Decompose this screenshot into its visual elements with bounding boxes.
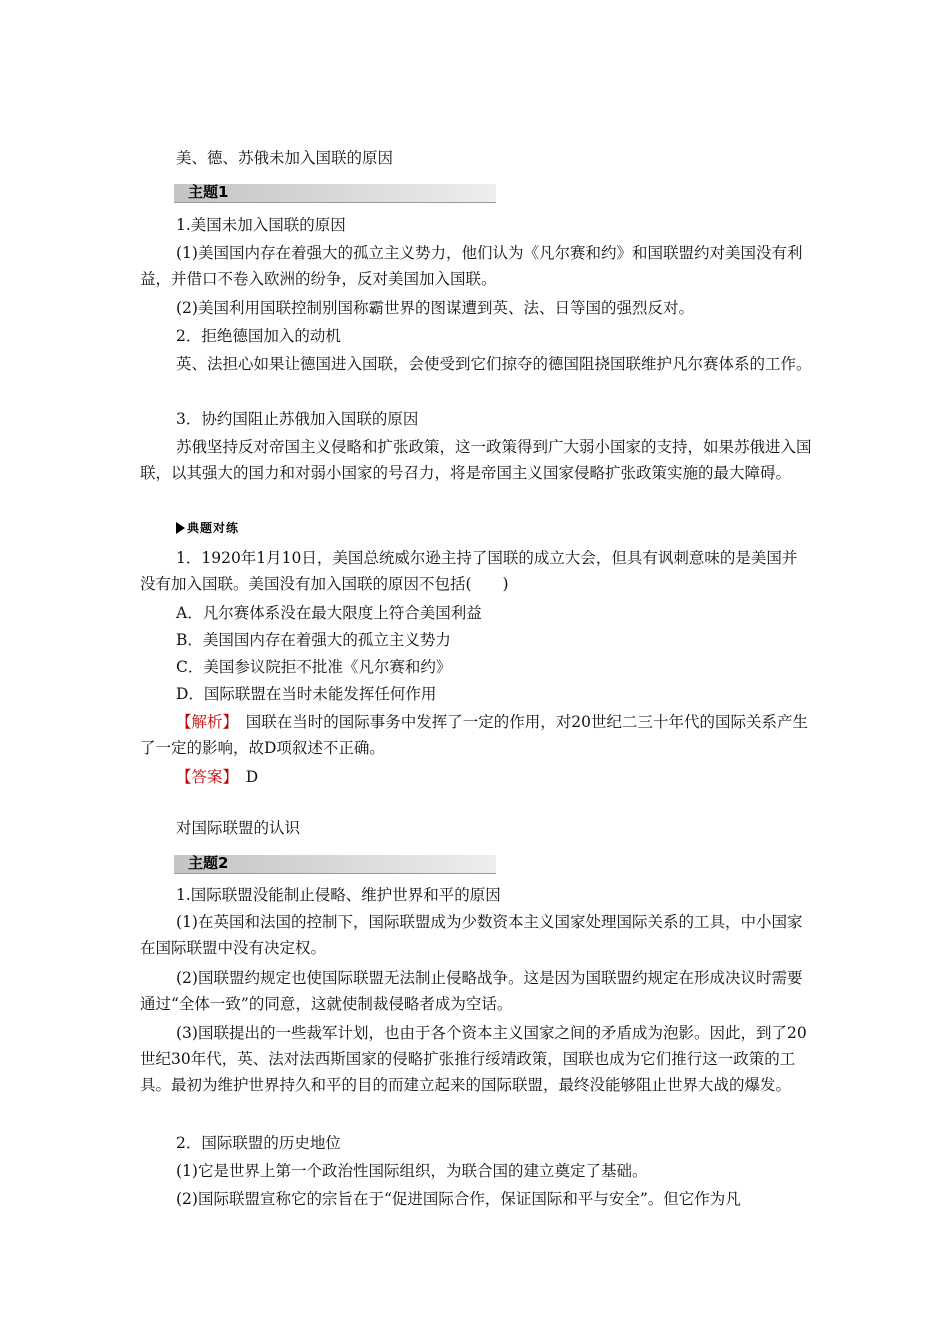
s1-paragraph-5: 英、法担心如果让德国进入国联，会使受到它们掠夺的德国阻挠国联维护凡尔赛体系的工作。 [176, 355, 812, 373]
option-a: A．凡尔赛体系没在最大限度上符合美国利益 [176, 604, 482, 622]
s2-paragraph-2: (1)在英国和法国的控制下，国际联盟成为少数资本主义国家处理国际关系的工具，中小国家在国际联盟中没有决定权。 [140, 913, 803, 957]
s1-paragraph-2: (1)美国国内存在着强大的孤立主义势力，他们认为《凡尔赛和约》和国联盟约对美国没有利益，并借口不卷入欧洲的纷争，反对美国加入国联。 [140, 244, 803, 288]
analysis-text: 国联在当时的国际事务中发挥了一定的作用，对20世纪二三十年代的国际关系产生了一定的影响，故D项叙述不正确。 [140, 713, 808, 757]
s1-paragraph-6: 3．协约国阻止苏俄加入国联的原因 [176, 410, 419, 428]
s1-paragraph-7: 苏俄坚持反对帝国主义侵略和扩张政策，这一政策得到广大弱小国家的支持，如果苏俄进入国联，以其强大的国力和对弱小国家的号召力，将是帝国主义国家侵略扩张政策实施的最大障碍。 [140, 438, 812, 482]
s1-paragraph-4: 2．拒绝德国加入的动机 [176, 327, 341, 345]
topic1-label: 主题1 [188, 183, 229, 201]
answer-tag: 【答案】 [176, 768, 231, 786]
answer [140, 764, 812, 790]
s2-paragraph-7: (2)国际联盟宣称它的宗旨在于“促进国际合作，保证国际和平与安全”。但它作为凡 [176, 1190, 741, 1208]
analysis [140, 709, 812, 761]
topic2-banner [174, 855, 496, 874]
s2-paragraph-1: 1.国际联盟没能制止侵略、维护世界和平的原因 [176, 886, 501, 904]
analysis-tag: 【解析】 [176, 713, 231, 731]
option-b: B．美国国内存在着强大的孤立主义势力 [176, 631, 451, 649]
section1-heading: 美、德、苏俄未加入国联的原因 [176, 149, 394, 167]
section2-heading: 对国际联盟的认识 [176, 819, 301, 837]
s2-paragraph-4: (3)国联提出的一些裁军计划，也由于各个资本主义国家之间的矛盾成为泡影。因此，到了20世纪30年代，英、法对法西斯国家的侵略扩张推行绥靖政策，国联也成为它们推行这一政策的工具。最初为维护世界持久和平的目的而建立起来的国际联盟，最终没能够阻止世界大战的爆发。 [140, 1024, 807, 1094]
practice-label: 典题对练 [176, 519, 239, 537]
s2-paragraph-5: 2．国际联盟的历史地位 [176, 1134, 341, 1152]
topic1-banner [174, 184, 496, 203]
s1-paragraph-1: 1.美国未加入国联的原因 [176, 216, 346, 234]
answer-text: D [230, 768, 259, 786]
s1-paragraph-3: (2)美国利用国联控制别国称霸世界的图谋遭到英、法、日等国的强烈反对。 [176, 299, 694, 317]
option-c: C．美国参议院拒不批准《凡尔赛和约》 [176, 658, 452, 676]
triangle-icon [176, 522, 185, 534]
practice-question: 1．1920年1月10日，美国总统威尔逊主持了国联的成立大会，但具有讽刺意味的是美国并没有加入国联。美国没有加入国联的原因不包括( ) [140, 549, 798, 593]
s2-paragraph-3: (2)国联盟约规定也使国际联盟无法制止侵略战争。这是因为国联盟约规定在形成决议时需要通过“全体一致”的同意，这就使制裁侵略者成为空话。 [140, 969, 803, 1013]
topic2-label: 主题2 [188, 854, 229, 872]
option-d: D．国际联盟在当时未能发挥任何作用 [176, 685, 437, 703]
s2-paragraph-6: (1)它是世界上第一个政治性国际组织，为联合国的建立奠定了基础。 [176, 1162, 648, 1180]
